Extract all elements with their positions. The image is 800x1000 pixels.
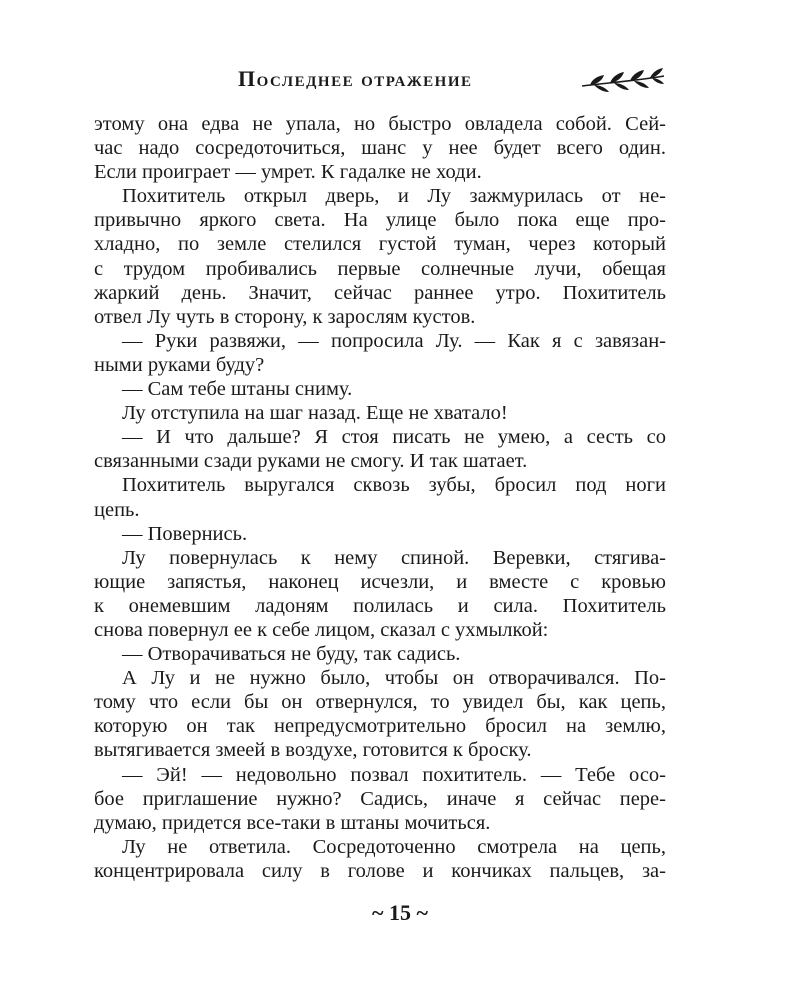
text-line: ными руками буду?: [94, 353, 265, 376]
text-line: ющие запястья, наконец исчезли, и вместе с кровью: [94, 570, 666, 593]
text-line: — Эй! — недовольно позвал похититель. — Тебе осо-: [122, 763, 666, 786]
text-line: к онемевшим ладоням полилась и сила. Похититель: [94, 594, 666, 617]
text-line: связанными сзади руками не смогу. И так шатает.: [94, 450, 528, 473]
text-line: Если проиграет — умрет. К гадалке не ходи.: [94, 161, 482, 184]
text-line: А Лу и не нужно было, чтобы он отворачивался. По-: [122, 667, 666, 690]
running-title: Последнее отражение: [238, 66, 473, 91]
text-line: бое приглашение нужно? Садись, иначе я сейчас пере-: [94, 787, 666, 810]
text-line: думаю, придется все-таки в штаны мочиться.: [94, 811, 491, 834]
page-header: [0, 62, 800, 102]
text-line: с трудом пробивались первые солнечные лучи, обещая: [94, 257, 666, 280]
text-line: концентрировала силу в голове и кончиках пальцев, за-: [94, 859, 666, 882]
text-line: снова повернул ее к себе лицом, сказал с ухмылкой:: [94, 618, 549, 641]
text-line: которую он так непредусмотрительно бросил на землю,: [94, 715, 666, 738]
text-line: цепь.: [94, 498, 140, 521]
text-line: Лу отступила на шаг назад. Еще не хватало!: [122, 402, 508, 425]
text-line: Лу не ответила. Сосредоточенно смотрела на цепь,: [122, 835, 666, 858]
text-line: — И что дальше? Я стоя писать не умею, а сесть со: [122, 426, 666, 449]
text-line: отвел Лу чуть в сторону, к зарослям кустов.: [94, 305, 476, 328]
text-line: хладно, по земле стелился густой туман, через который: [94, 233, 666, 256]
text-line: Похититель выругался сквозь зубы, бросил под ноги: [122, 474, 666, 497]
text-line: вытягивается змеей в воздухе, готовится к броску.: [94, 739, 532, 762]
text-line: — Отворачиваться не буду, так садись.: [122, 643, 461, 666]
text-line: Лу повернулась к нему спиной. Веревки, стягива-: [122, 546, 666, 569]
text-line: этому она едва не упала, но быстро овладела собой. Сей-: [94, 113, 666, 135]
page-number: ~ 15 ~: [372, 900, 428, 925]
text-line: час надо сосредоточиться, шанс у нее будет всего один.: [94, 137, 666, 160]
text-line: — Сам тебе штаны сниму.: [122, 378, 353, 401]
text-line: — Повернись.: [122, 522, 248, 545]
text-line: привычно яркого света. На улице было пока еще про-: [94, 209, 666, 232]
leaf-branch-icon: [580, 66, 666, 96]
text-line: жаркий день. Значит, сейчас раннее утро. Похититель: [94, 281, 666, 304]
body-text: [94, 112, 666, 883]
text-line: тому что если бы он отвернулся, то увидел бы, как цепь,: [94, 691, 666, 714]
text-line: — Руки развяжи, — попросила Лу. — Как я с завязан-: [122, 329, 666, 352]
text-line: Похититель открыл дверь, и Лу зажмурилась от не-: [122, 185, 666, 208]
